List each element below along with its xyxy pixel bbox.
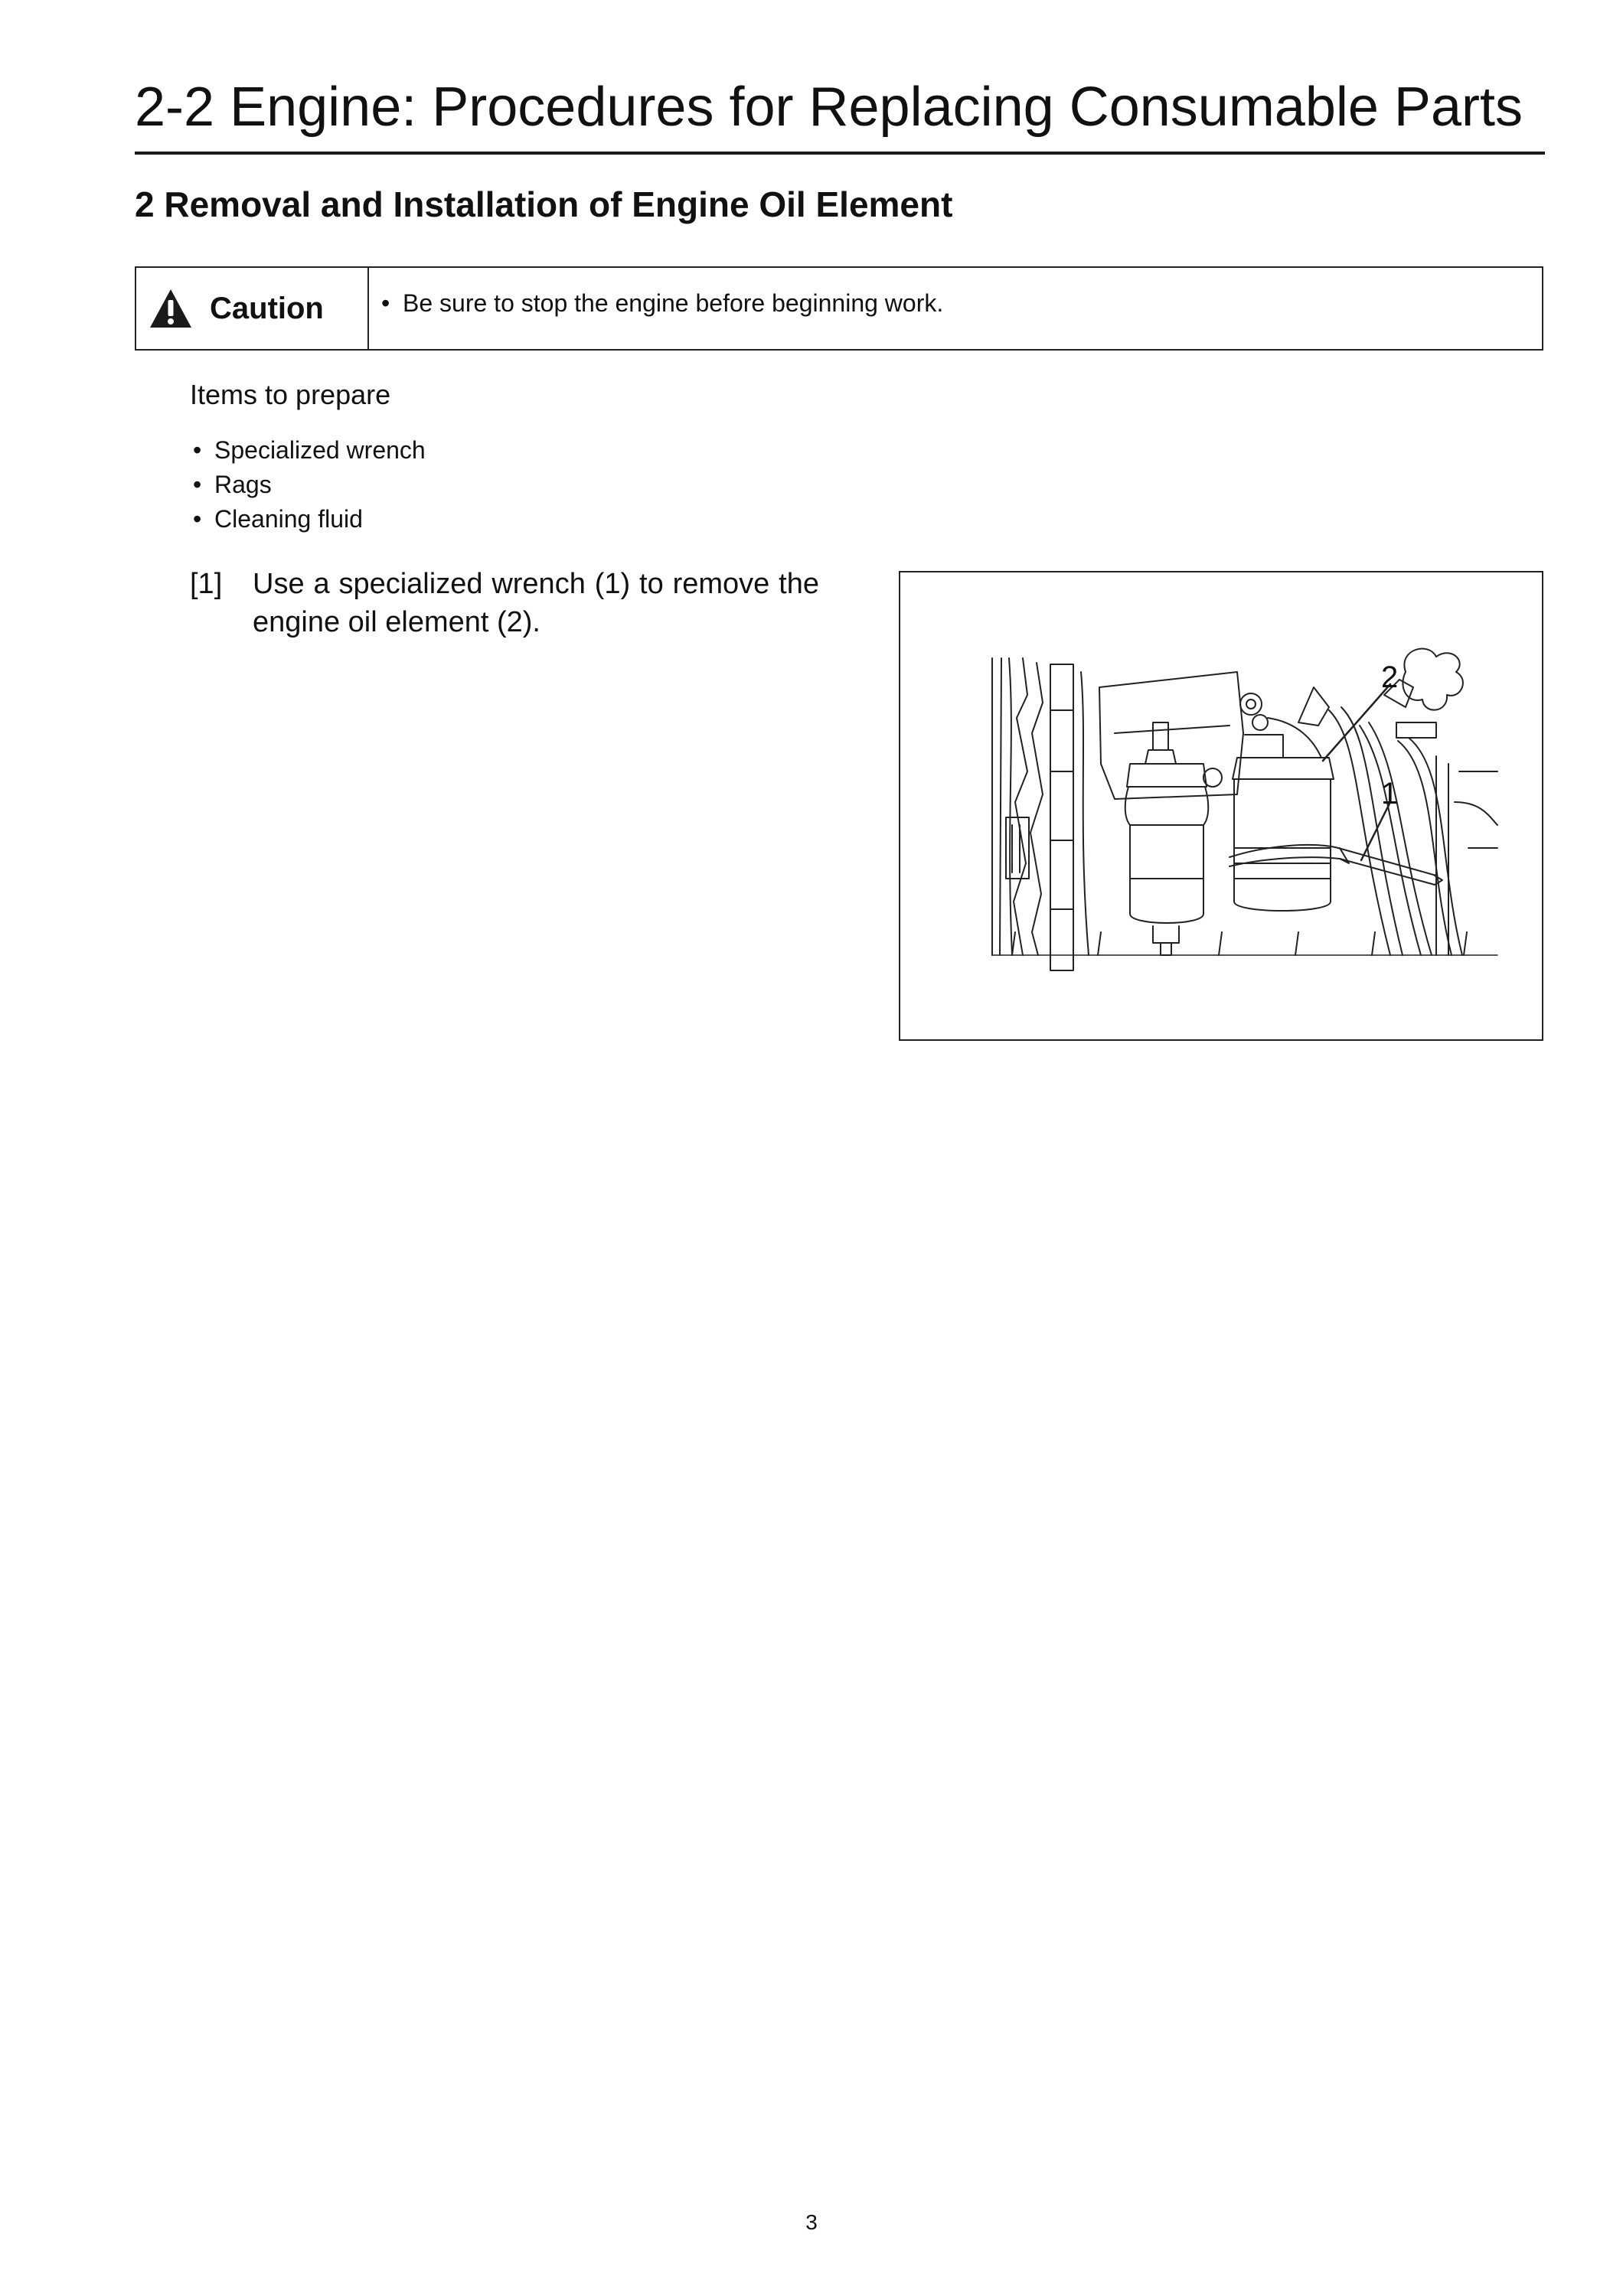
caution-label-cell: [136, 268, 369, 349]
caution-text: Be sure to stop the engine before beginning work.: [403, 289, 944, 317]
figure-box: [899, 571, 1543, 1041]
caution-text-cell: [369, 268, 1542, 349]
callout-1-label: 1: [1381, 777, 1399, 810]
list-item: [193, 468, 426, 502]
bullet: •: [193, 505, 202, 533]
page-number: 3: [805, 2210, 818, 2234]
caution-box: [135, 266, 1543, 351]
bullet: •: [193, 471, 202, 498]
section-heading: 2 Removal and Installation of Engine Oil Element: [135, 184, 953, 224]
list-item: [193, 433, 426, 468]
items-to-prepare-heading: Items to prepare: [190, 379, 391, 410]
bullet: •: [381, 289, 390, 317]
list-item: [193, 502, 426, 536]
title-divider: [135, 152, 1545, 155]
items-to-prepare-list: [193, 433, 426, 536]
list-item-text: Rags: [214, 471, 272, 498]
engine-oil-filter-illustration: [900, 572, 1542, 1039]
warning-triangle-icon: [149, 288, 193, 329]
page-title: 2-2 Engine: Procedures for Replacing Consumable Parts: [135, 77, 1523, 138]
list-item-text: Specialized wrench: [214, 436, 426, 464]
bullet: •: [193, 436, 202, 464]
step-text: Use a specialized wrench (1) to remove the engine oil element (2).: [253, 568, 819, 638]
list-item-text: Cleaning fluid: [214, 505, 363, 533]
caution-label: Caution: [210, 291, 324, 325]
callout-2-label: 2: [1381, 660, 1399, 694]
step-number: [1]: [190, 568, 223, 600]
